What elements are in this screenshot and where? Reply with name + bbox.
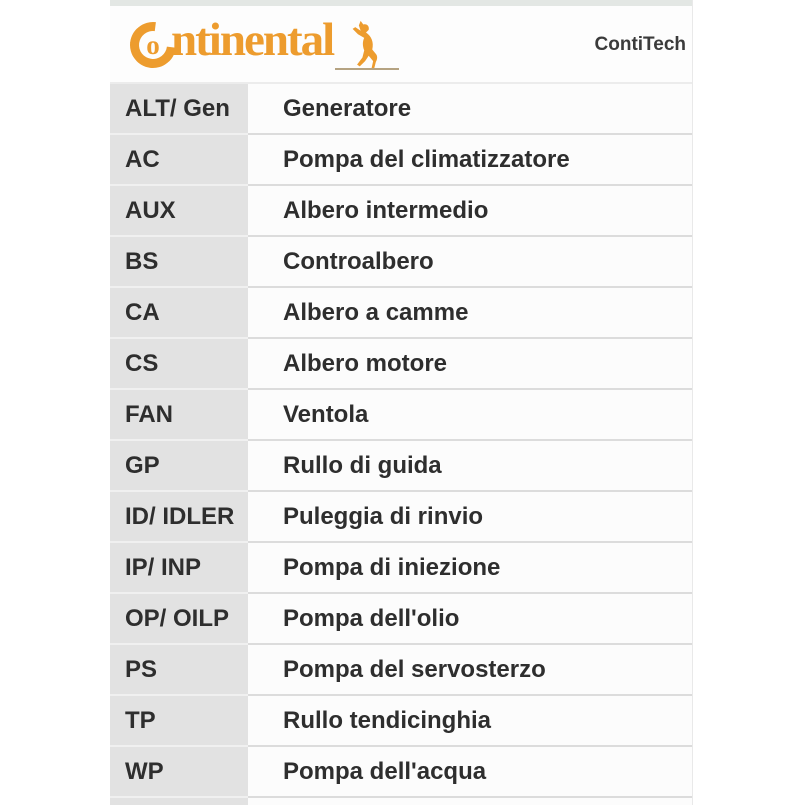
description-cell: Pompa di iniezione (248, 543, 692, 594)
table-row (110, 543, 692, 594)
table-row (110, 186, 692, 237)
code-cell: BS (110, 237, 248, 288)
code-cell: AUX (110, 186, 248, 237)
table-row (110, 747, 692, 798)
description-cell: Rullo tendicinghia (248, 696, 692, 747)
code-cell: IP/ INP (110, 543, 248, 594)
description-cell: Controalbero (248, 237, 692, 288)
code-cell (110, 798, 248, 805)
description-cell: Pompa del servosterzo (248, 645, 692, 696)
table-row-cutoff (110, 798, 692, 805)
description-cell: Pompa dell'acqua (248, 747, 692, 798)
code-cell: GP (110, 441, 248, 492)
description-cell: Pompa del climatizzatore (248, 135, 692, 186)
table-row (110, 84, 692, 135)
code-cell: ALT/ Gen (110, 84, 248, 135)
code-cell: CA (110, 288, 248, 339)
horse-emblem (335, 18, 399, 72)
description-cell: Puleggia di rinvio (248, 492, 692, 543)
code-cell: AC (110, 135, 248, 186)
abbreviation-table (110, 82, 692, 805)
code-cell: FAN (110, 390, 248, 441)
continental-o-letter: o (146, 29, 160, 60)
table-row (110, 135, 692, 186)
table-row (110, 237, 692, 288)
description-cell (248, 798, 692, 805)
continental-wordmark-tail: ntinental (171, 14, 334, 66)
rearing-horse-icon (349, 20, 383, 70)
table-row (110, 441, 692, 492)
table-row (110, 390, 692, 441)
description-cell: Albero motore (248, 339, 692, 390)
continental-logo (130, 14, 399, 72)
description-cell: Ventola (248, 390, 692, 441)
code-cell: WP (110, 747, 248, 798)
code-cell: TP (110, 696, 248, 747)
table-row (110, 492, 692, 543)
table-row (110, 696, 692, 747)
code-cell: OP/ OILP (110, 594, 248, 645)
table-row (110, 645, 692, 696)
logo-underline (335, 68, 399, 70)
description-cell: Generatore (248, 84, 692, 135)
description-cell: Pompa dell'olio (248, 594, 692, 645)
code-cell: PS (110, 645, 248, 696)
header (110, 6, 692, 82)
content-panel (110, 0, 693, 805)
code-cell: CS (110, 339, 248, 390)
table-row (110, 339, 692, 390)
code-cell: ID/ IDLER (110, 492, 248, 543)
table-row (110, 594, 692, 645)
table-row (110, 288, 692, 339)
contitech-wordmark: ContiTech (594, 34, 686, 55)
description-cell: Rullo di guida (248, 441, 692, 492)
description-cell: Albero a camme (248, 288, 692, 339)
description-cell: Albero intermedio (248, 186, 692, 237)
